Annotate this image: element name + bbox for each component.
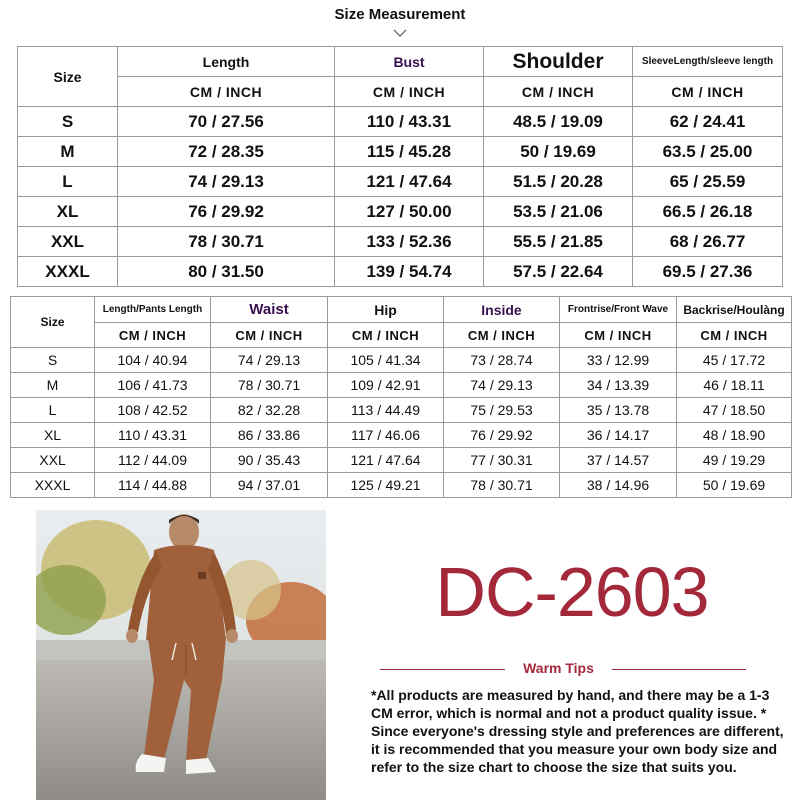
value-cell: 76 / 29.92 xyxy=(118,197,335,227)
value-cell: 69.5 / 27.36 xyxy=(633,257,783,287)
value-cell: 110 / 43.31 xyxy=(335,107,484,137)
value-cell: 125 / 49.21 xyxy=(328,473,444,498)
value-cell: 53.5 / 21.06 xyxy=(484,197,633,227)
value-cell: 75 / 29.53 xyxy=(444,398,560,423)
value-cell: 78 / 30.71 xyxy=(211,373,328,398)
value-cell: 57.5 / 22.64 xyxy=(484,257,633,287)
value-cell: 139 / 54.74 xyxy=(335,257,484,287)
table-row xyxy=(11,348,792,373)
unit-label: CM / INCH xyxy=(560,323,677,348)
table-row xyxy=(18,107,783,137)
value-cell: 74 / 29.13 xyxy=(444,373,560,398)
size-cell: S xyxy=(11,348,95,373)
model-code: DC-2603 xyxy=(435,553,709,631)
size-cell: M xyxy=(18,137,118,167)
size-cell: M xyxy=(11,373,95,398)
value-cell: 115 / 45.28 xyxy=(335,137,484,167)
size-header: Size xyxy=(18,47,118,107)
value-cell: 62 / 24.41 xyxy=(633,107,783,137)
value-cell: 77 / 30.31 xyxy=(444,448,560,473)
size-cell: XL xyxy=(18,197,118,227)
value-cell: 48.5 / 19.09 xyxy=(484,107,633,137)
table-row xyxy=(18,227,783,257)
unit-label: CM / INCH xyxy=(484,77,633,107)
value-cell: 108 / 42.52 xyxy=(95,398,211,423)
size-cell: XXXL xyxy=(11,473,95,498)
table-row xyxy=(11,448,792,473)
warm-tips-title: Warm Tips xyxy=(523,660,594,676)
value-cell: 65 / 25.59 xyxy=(633,167,783,197)
value-cell: 38 / 14.96 xyxy=(560,473,677,498)
column-header-bust: Bust xyxy=(335,47,484,77)
value-cell: 113 / 44.49 xyxy=(328,398,444,423)
table-row xyxy=(18,137,783,167)
top-size-table xyxy=(17,46,783,287)
column-header-shoulder: Shoulder xyxy=(484,47,633,77)
value-cell: 104 / 40.94 xyxy=(95,348,211,373)
value-cell: 63.5 / 25.00 xyxy=(633,137,783,167)
value-cell: 51.5 / 20.28 xyxy=(484,167,633,197)
column-header-front-rise: Frontrise/Front Wave xyxy=(560,297,677,323)
unit-label: CM / INCH xyxy=(677,323,792,348)
value-cell: 47 / 18.50 xyxy=(677,398,792,423)
value-cell: 105 / 41.34 xyxy=(328,348,444,373)
table-row xyxy=(11,473,792,498)
size-cell: XXL xyxy=(18,227,118,257)
value-cell: 50 / 19.69 xyxy=(484,137,633,167)
size-cell: XL xyxy=(11,423,95,448)
table-row xyxy=(11,423,792,448)
table-row xyxy=(18,257,783,287)
value-cell: 80 / 31.50 xyxy=(118,257,335,287)
value-cell: 55.5 / 21.85 xyxy=(484,227,633,257)
size-cell: XXL xyxy=(11,448,95,473)
value-cell: 34 / 13.39 xyxy=(560,373,677,398)
value-cell: 74 / 29.13 xyxy=(118,167,335,197)
unit-label: CM / INCH xyxy=(118,77,335,107)
value-cell: 117 / 46.06 xyxy=(328,423,444,448)
chevron-down-icon xyxy=(393,28,407,38)
unit-label: CM / INCH xyxy=(633,77,783,107)
size-cell: XXXL xyxy=(18,257,118,287)
value-cell: 78 / 30.71 xyxy=(118,227,335,257)
value-cell: 33 / 12.99 xyxy=(560,348,677,373)
value-cell: 82 / 32.28 xyxy=(211,398,328,423)
value-cell: 121 / 47.64 xyxy=(328,448,444,473)
pants-size-table xyxy=(10,296,792,498)
table-row xyxy=(18,197,783,227)
value-cell: 86 / 33.86 xyxy=(211,423,328,448)
value-cell: 94 / 37.01 xyxy=(211,473,328,498)
unit-label: CM / INCH xyxy=(444,323,560,348)
divider xyxy=(612,669,746,670)
unit-label: CM / INCH xyxy=(211,323,328,348)
size-cell: S xyxy=(18,107,118,137)
value-cell: 50 / 19.69 xyxy=(677,473,792,498)
value-cell: 127 / 50.00 xyxy=(335,197,484,227)
unit-label: CM / INCH xyxy=(328,323,444,348)
column-header-inside: Inside xyxy=(444,297,560,323)
value-cell: 49 / 19.29 xyxy=(677,448,792,473)
column-header-pants-length: Length/Pants Length xyxy=(95,297,211,323)
value-cell: 110 / 43.31 xyxy=(95,423,211,448)
value-cell: 106 / 41.73 xyxy=(95,373,211,398)
value-cell: 66.5 / 26.18 xyxy=(633,197,783,227)
table-row xyxy=(18,167,783,197)
value-cell: 48 / 18.90 xyxy=(677,423,792,448)
table-row xyxy=(11,398,792,423)
value-cell: 74 / 29.13 xyxy=(211,348,328,373)
page-title: Size Measurement xyxy=(334,6,466,23)
value-cell: 78 / 30.71 xyxy=(444,473,560,498)
column-header-sleeve: SleeveLength/sleeve length xyxy=(633,47,783,77)
value-cell: 112 / 44.09 xyxy=(95,448,211,473)
value-cell: 70 / 27.56 xyxy=(118,107,335,137)
value-cell: 109 / 42.91 xyxy=(328,373,444,398)
value-cell: 72 / 28.35 xyxy=(118,137,335,167)
unit-label: CM / INCH xyxy=(335,77,484,107)
column-header-waist: Waist xyxy=(211,297,328,323)
divider xyxy=(380,669,505,670)
value-cell: 45 / 17.72 xyxy=(677,348,792,373)
product-photo xyxy=(36,510,326,800)
value-cell: 133 / 52.36 xyxy=(335,227,484,257)
size-header: Size xyxy=(11,297,95,348)
warm-tips-text: *All products are measured by hand, and there may be a 1-3 CM error, which is normal and not a product quality issue. * Since everyone's dressing style and preferences are different, it is recommended that you measure your own body size and refer to the size chart to choose the size that suits you. xyxy=(371,687,784,775)
column-header-length: Length xyxy=(118,47,335,77)
value-cell: 114 / 44.88 xyxy=(95,473,211,498)
size-cell: L xyxy=(11,398,95,423)
value-cell: 121 / 47.64 xyxy=(335,167,484,197)
column-header-hip: Hip xyxy=(328,297,444,323)
value-cell: 37 / 14.57 xyxy=(560,448,677,473)
value-cell: 76 / 29.92 xyxy=(444,423,560,448)
value-cell: 73 / 28.74 xyxy=(444,348,560,373)
value-cell: 35 / 13.78 xyxy=(560,398,677,423)
value-cell: 46 / 18.11 xyxy=(677,373,792,398)
table-row xyxy=(11,373,792,398)
value-cell: 90 / 35.43 xyxy=(211,448,328,473)
unit-label: CM / INCH xyxy=(95,323,211,348)
column-header-back-rise: Backrise/Houlàng xyxy=(677,297,792,323)
value-cell: 36 / 14.17 xyxy=(560,423,677,448)
size-cell: L xyxy=(18,167,118,197)
value-cell: 68 / 26.77 xyxy=(633,227,783,257)
